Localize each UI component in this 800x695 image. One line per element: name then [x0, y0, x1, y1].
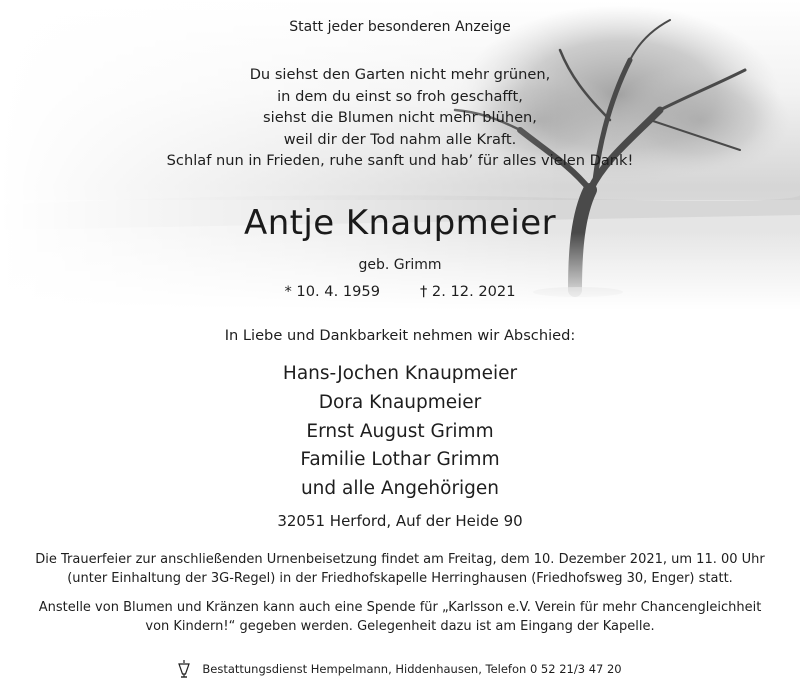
ceremony-info — [0, 550, 800, 588]
farewell-line: In Liebe und Dankbarkeit nehmen wir Abschied: — [224, 327, 576, 344]
mourner-name: Hans-Jochen Knaupmeier — [282, 363, 518, 384]
donation-line: von Kindern!“ gegeben werden. Gelegenheit dazu ist am Eingang der Kapelle. — [145, 619, 655, 634]
poem-line: weil dir der Tod nahm alle Kraft. — [283, 130, 517, 148]
intro-line: Statt jeder besonderen Anzeige — [289, 19, 511, 35]
poem-line: Du siehst den Garten nicht mehr grünen, — [249, 66, 551, 83]
mourner-name: Familie Lothar Grimm — [300, 449, 500, 471]
donation-line: Anstelle von Blumen und Kränzen kann auch eine Spende für „Karlsson e.V. Verein für mehr Chancengleichheit — [38, 600, 762, 615]
maiden-name: geb. Grimm — [358, 257, 442, 273]
funeral-home-footer — [0, 660, 800, 678]
ceremony-line: Die Trauerfeier zur anschließenden Urnenbeisetzung findet am Freitag, dem 10. Dezember 2021, um 11. 00 Uhr — [35, 552, 765, 567]
lantern-icon — [178, 660, 190, 678]
deceased-name: Antje Knaupmeier — [244, 203, 556, 243]
poem-line: in dem du einst so froh geschafft, — [277, 87, 523, 105]
poem-line: Schlaf nun in Frieden, ruhe sanft und hab’ für alles vielen Dank! — [166, 152, 634, 169]
death-date: † 2. 12. 2021 — [420, 283, 516, 300]
mourner-name: Dora Knaupmeier — [318, 391, 482, 413]
poem — [0, 64, 800, 172]
donation-info — [0, 598, 800, 636]
life-dates — [0, 283, 800, 300]
birth-date: * 10. 4. 1959 — [284, 283, 380, 300]
poem-line: siehst die Blumen nicht mehr blühen, — [263, 109, 537, 126]
footer-text: Bestattungsdienst Hempelmann, Hiddenhausen, Telefon 0 52 21/3 47 20 — [202, 662, 622, 676]
mourner-name: Ernst August Grimm — [306, 420, 494, 442]
mourners-list — [0, 360, 800, 504]
ceremony-line: (unter Einhaltung der 3G-Regel) in der Friedhofskapelle Herringhausen (Friedhofsweg 30, Enger) statt. — [67, 571, 733, 586]
address: 32051 Herford, Auf der Heide 90 — [277, 512, 523, 530]
mourner-name: und alle Angehörigen — [300, 478, 500, 500]
